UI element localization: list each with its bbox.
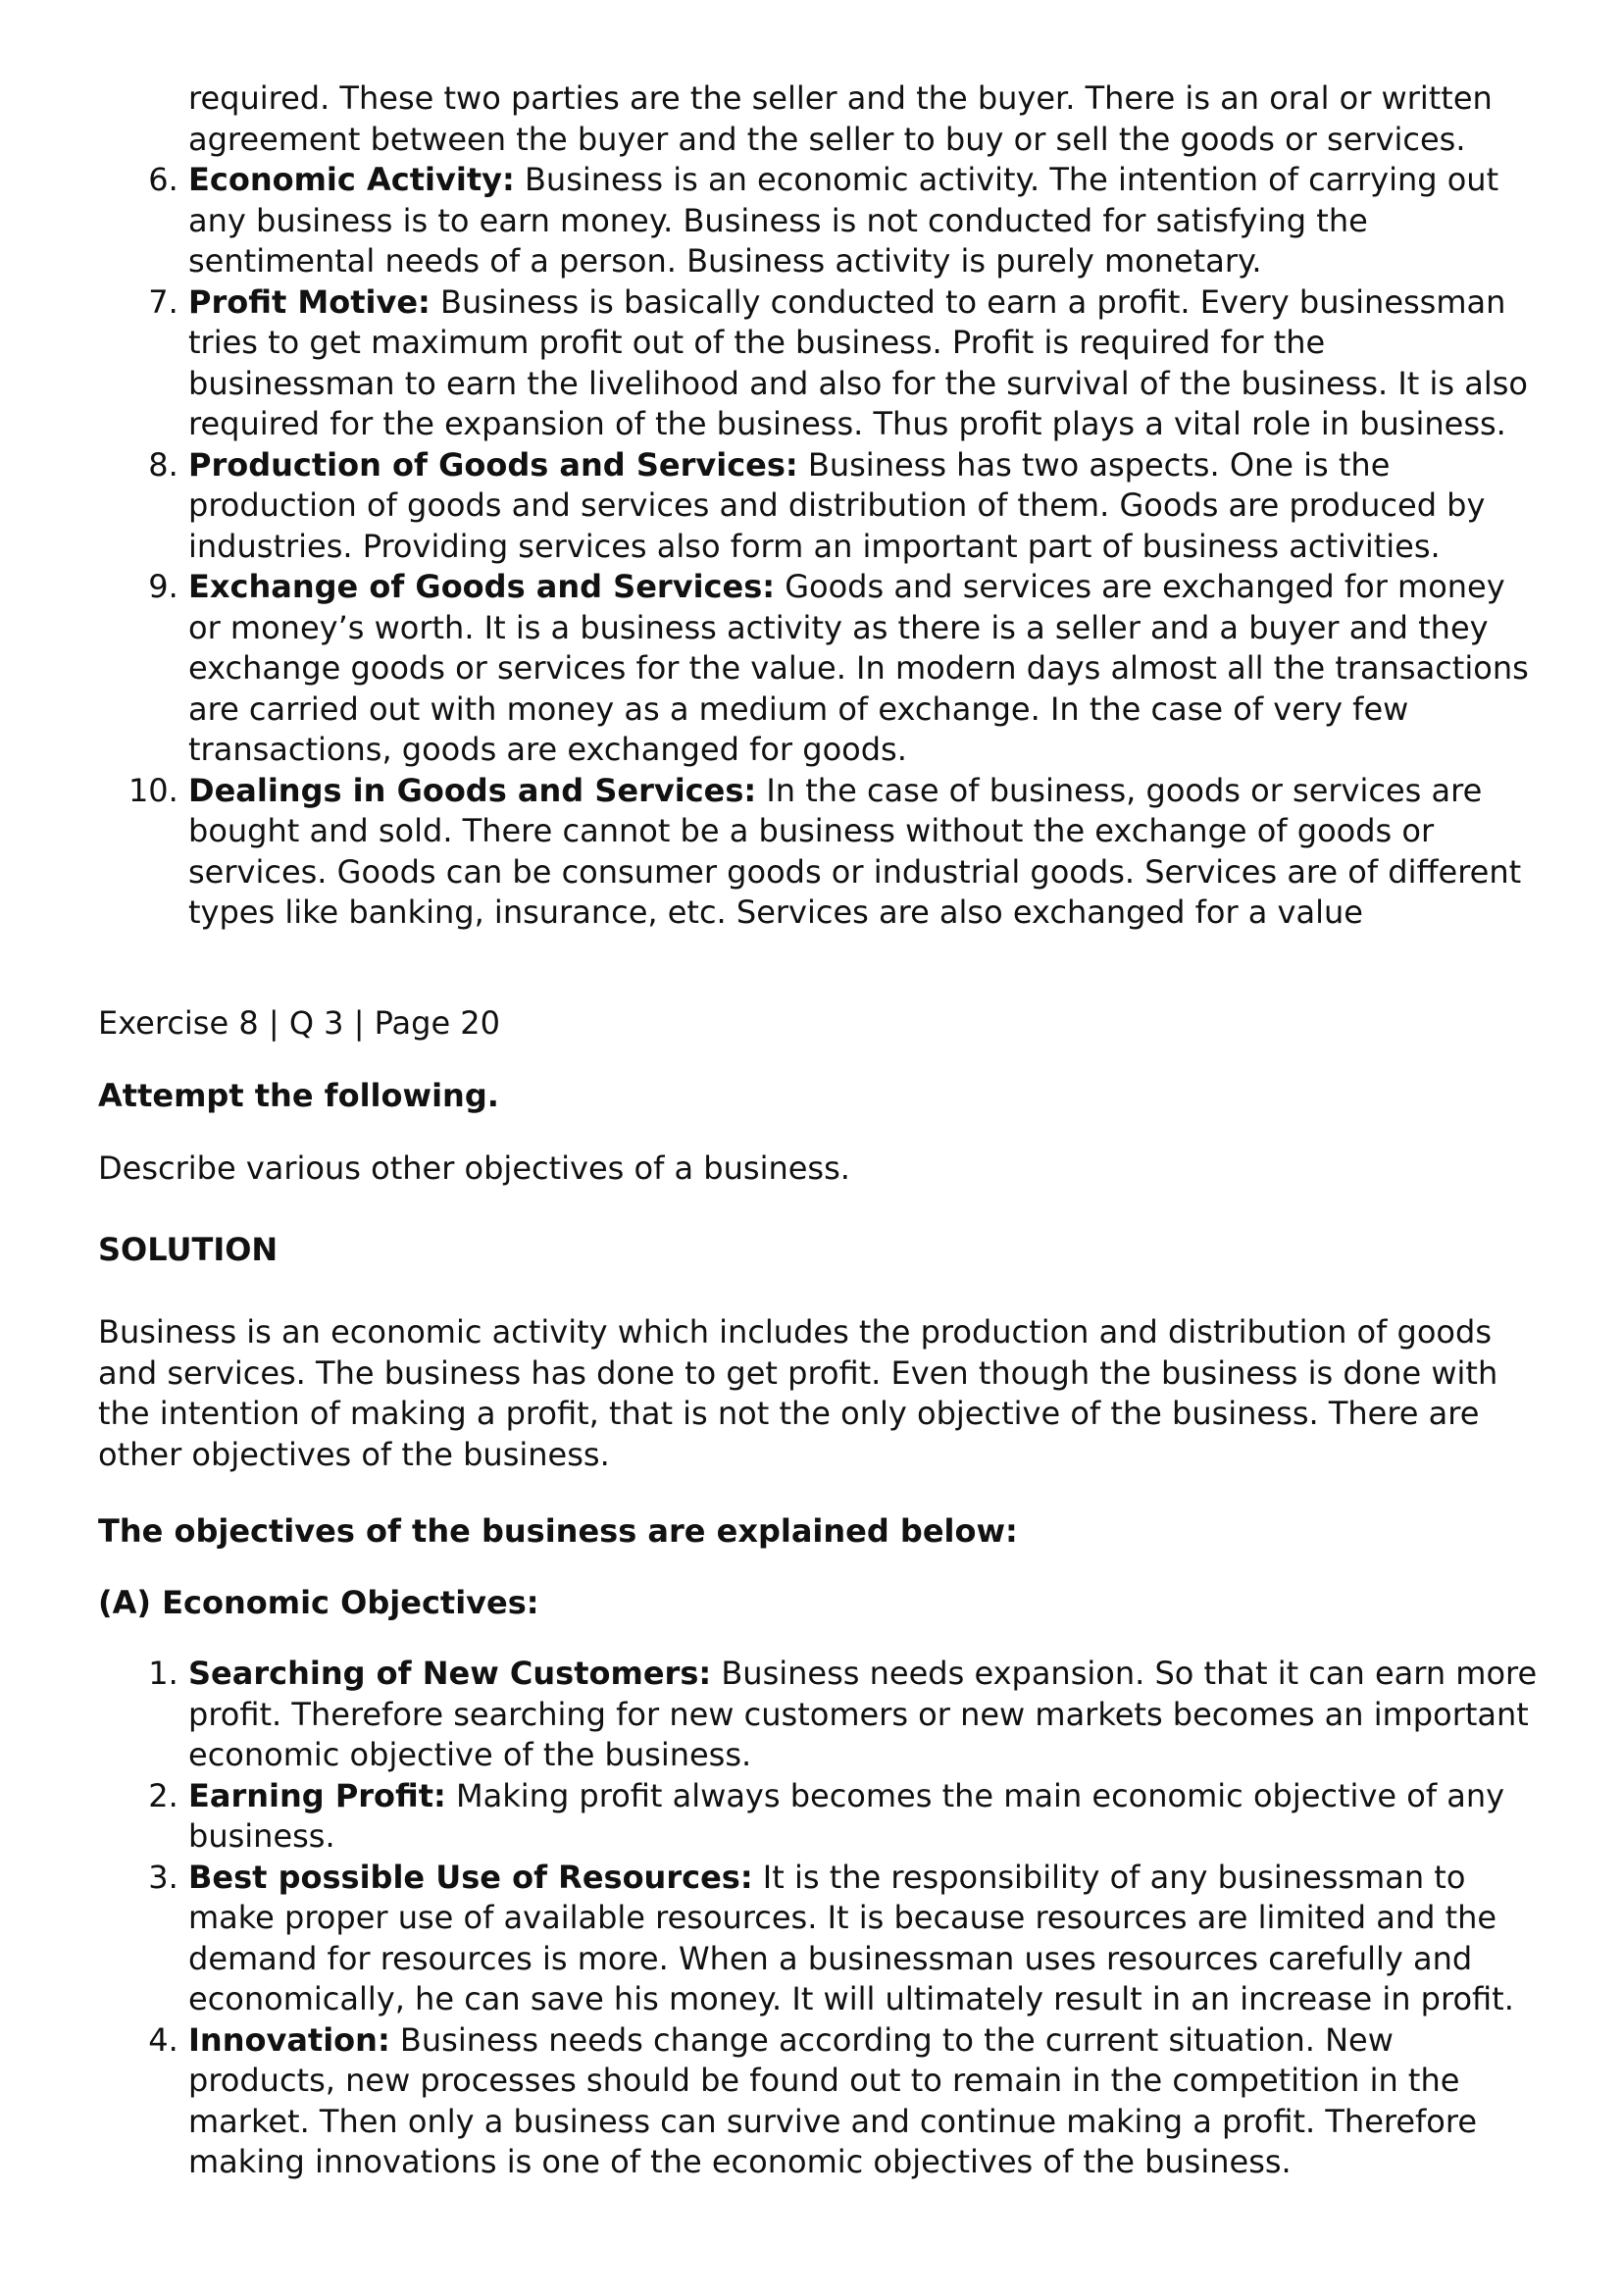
economic-objectives-list: [188, 1654, 1540, 2183]
item-term: Best possible Use of Resources:: [188, 1858, 753, 1896]
item-term: Innovation:: [188, 2020, 390, 2059]
item-text: Business needs expansion. So that it can earn more profit. Therefore searching for new customers or new markets becomes an important economic objective of the business.: [188, 1655, 1538, 1773]
exercise-reference: Exercise 8 | Q 3 | Page 20: [98, 1004, 501, 1042]
item-text: Making profit always becomes the main economic objective of any business.: [188, 1776, 1505, 1855]
question-text: Describe various other objectives of a business.: [98, 1149, 850, 1187]
item-text: Business needs change according to the current situation. New products, new processes should be found out to remain in the competition in the market. Then only a business can survive and continue making a profit. Therefore making innovations is one of the economic objectives of the business.: [188, 2020, 1478, 2180]
list-item: [188, 567, 1540, 771]
item-term: Production of Goods and Services:: [188, 445, 798, 484]
intro-paragraph: Business is an economic activity which includes the production and distribution of goods and services. The business has done to get profit. Even though the business is done with the intention of making a profit, that is not the only objective of the business. There are other objectives of the business.: [98, 1313, 1498, 1473]
solution-heading: SOLUTION: [98, 1231, 279, 1268]
item-text: In the case of business, goods or services are bought and sold. There cannot be a business without the exchange of goods or services. Goods can be consumer goods or industrial goods. Services are of different types like banking, insurance, etc. Services are also exchanged for a value: [188, 771, 1522, 931]
item-text: Business is an economic activity. The intention of carrying out any business is to earn money. Business is not conducted for satisfying the sentimental needs of a person. Business activity is purely monetary.: [188, 161, 1499, 280]
section-a-heading: (A) Economic Objectives:: [98, 1584, 539, 1621]
list-item: [188, 282, 1540, 445]
list-item: [188, 1776, 1540, 1858]
list-item: [188, 771, 1540, 934]
list-continuation-text: required. These two parties are the seller and the buyer. There is an oral or written agreement between the buyer and the seller to buy or sell the goods or services.: [188, 79, 1493, 158]
list-item: [188, 1858, 1540, 2020]
item-term: Profit Motive:: [188, 282, 431, 321]
objectives-heading: The objectives of the business are explained below:: [98, 1512, 1018, 1550]
item-term: Searching of New Customers:: [188, 1655, 712, 1692]
item-text: Goods and services are exchanged for money or money’s worth. It is a business activity as there is a seller and a buyer and they exchange goods or services for the value. In modern days almost all the transactions are carried out with money as a medium of exchange. In the case of very few transactions, goods are exchanged for goods.: [188, 568, 1529, 768]
list-item: [188, 445, 1540, 568]
item-text: Business is basically conducted to earn a profit. Every businessman tries to get maximum profit out of the business. Profit is required for the businessman to earn the livelihood and also for the survival of the business. It is also required for the expansion of the business. Thus profit plays a vital role in business.: [188, 282, 1528, 442]
item-term: Economic Activity:: [188, 161, 515, 198]
list-item: [188, 2020, 1540, 2183]
list-item: [188, 1654, 1540, 1776]
item-term: Dealings in Goods and Services:: [188, 771, 757, 809]
item-text: It is the responsibility of any businessman to make proper use of available resources. It is because resources are limited and the demand for resources is more. When a businessman uses resources carefully and economically, he can save his money. It will ultimately result in an increase in profit.: [188, 1858, 1514, 2017]
item-term: Exchange of Goods and Services:: [188, 568, 776, 605]
instruction-heading: Attempt the following.: [98, 1077, 499, 1114]
item-text: Business has two aspects. One is the production of goods and services and distribution of them. Goods are produced by industries. Providing services also form an important part of business activities.: [188, 445, 1486, 565]
item-term: Earning Profit:: [188, 1776, 446, 1814]
list-item: [188, 160, 1540, 282]
business-features-list: [188, 160, 1540, 934]
